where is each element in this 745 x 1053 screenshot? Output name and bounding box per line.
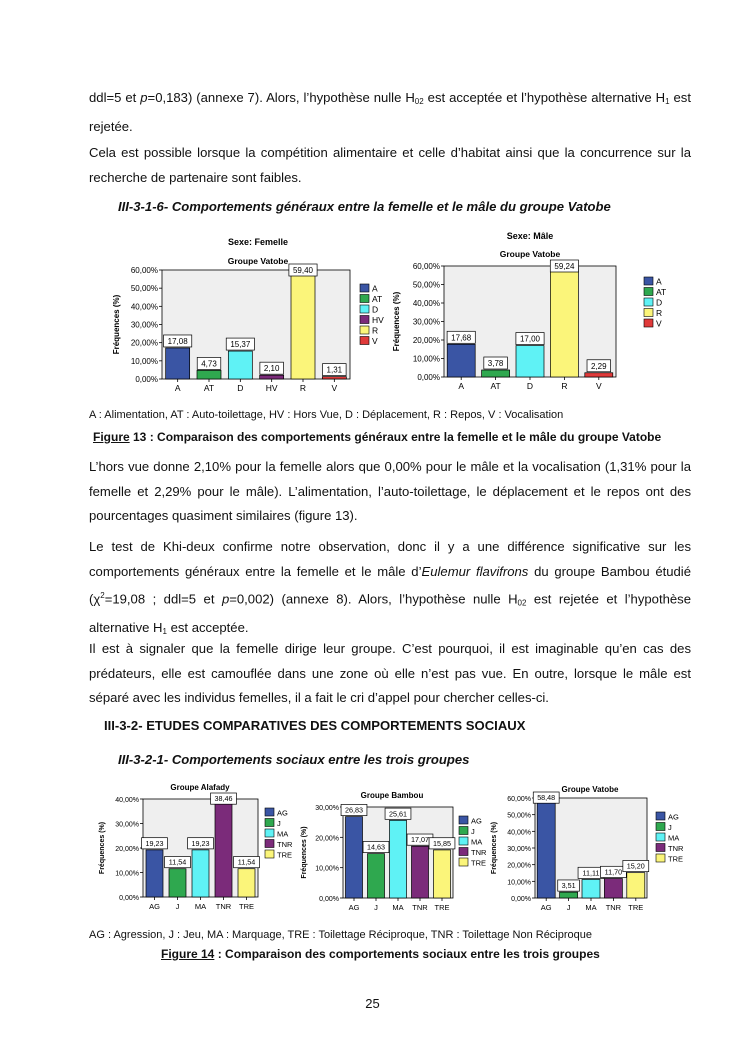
legend-swatch-hv xyxy=(360,316,369,324)
bar-a xyxy=(447,344,475,377)
legend-label: V xyxy=(372,336,378,346)
chart-title: Groupe Bambou xyxy=(360,791,424,800)
figure-14-abbreviations: AG : Agression, J : Jeu, MA : Marquage, TRE : Toilettage Réciproque, TNR : Toilettage Non Réciproque xyxy=(89,929,593,941)
data-label: 3,51 xyxy=(561,881,576,891)
data-label: 17,07 xyxy=(411,835,429,845)
legend-label: R xyxy=(372,325,379,336)
legend-swatch-a xyxy=(644,277,653,285)
legend-label: R xyxy=(656,308,663,318)
legend-label: J xyxy=(471,827,475,836)
y-tick-label: 0,00% xyxy=(417,373,440,382)
legend-swatch-ma xyxy=(265,829,274,837)
x-tick-label: MA xyxy=(585,903,597,912)
x-tick-label: TNR xyxy=(215,902,232,911)
legend-swatch-r xyxy=(360,326,369,334)
legend-swatch-j xyxy=(459,827,468,835)
legend-label: TNR xyxy=(471,848,487,857)
x-tick-label: D xyxy=(237,383,244,393)
legend-label: MA xyxy=(277,829,289,839)
section-heading-3-2-1: III-3-2-1- Comportements sociaux entre les trois groupes xyxy=(118,752,470,767)
y-axis-label: Fréquences (%) xyxy=(99,821,106,875)
data-label: 3,78 xyxy=(487,359,504,369)
legend-label: AG xyxy=(668,812,679,822)
legend-swatch-ma xyxy=(459,837,468,845)
x-tick-label: TRE xyxy=(434,903,450,912)
legend-label: A xyxy=(656,276,662,287)
chart-subtitle: Groupe Vatobe xyxy=(227,256,289,266)
y-tick-label: 0,00% xyxy=(119,895,139,902)
y-tick-label: 40,00% xyxy=(507,829,531,837)
y-tick-label: 50,00% xyxy=(507,812,531,820)
section-heading-3-2: III-3-2- ETUDES COMPARATIVES DES COMPORTEMENTS SOCIAUX xyxy=(104,718,526,733)
y-tick-label: 60,00% xyxy=(412,262,440,271)
bar-v xyxy=(322,377,346,379)
data-label: 59,40 xyxy=(292,266,314,275)
bar-ag xyxy=(146,850,163,897)
x-tick-label: AT xyxy=(203,383,215,393)
y-tick-label: 60,00% xyxy=(130,266,158,275)
x-tick-label: A xyxy=(458,381,465,391)
bar-at xyxy=(482,370,510,377)
legend-swatch-v xyxy=(360,337,369,345)
paragraph-hors-vue: L’hors vue donne 2,10% pour la femelle alors que 0,00% pour le mâle et la vocalisation (1,31% pour la femelle et 2,29% pour le mâle). L’alimentation, l’auto-toilettage, le déplacement et le repos ont des pourcentages quasiment similaires (figure 13). xyxy=(89,459,691,523)
data-label: 1,31 xyxy=(326,365,343,375)
y-tick-label: 30,00% xyxy=(315,805,339,812)
paragraph-competition: Cela est possible lorsque la compétition alimentaire et celle d’habitat ainsi que la concurrence sur la recherche de partenaire sont faibles. xyxy=(89,145,691,185)
y-tick-label: 50,00% xyxy=(130,284,158,294)
x-tick-label: AG xyxy=(348,903,360,912)
y-tick-label: 40,00% xyxy=(130,302,158,312)
y-axis-label: Fréquences (%) xyxy=(392,291,401,352)
x-tick-label: TNR xyxy=(412,903,428,912)
bar-j xyxy=(560,892,578,898)
bar-hv xyxy=(260,375,284,379)
y-tick-label: 30,00% xyxy=(130,320,158,330)
legend-label: J xyxy=(277,819,281,828)
legend-swatch-ag xyxy=(656,812,665,820)
bar-tre xyxy=(627,873,645,898)
legend-label: TNR xyxy=(277,840,293,849)
x-tick-label: AG xyxy=(540,903,552,912)
bar-ag xyxy=(346,817,363,898)
x-tick-label: V xyxy=(595,381,602,391)
bar-tre xyxy=(434,850,451,898)
x-tick-label: A xyxy=(174,383,181,393)
x-tick-label: J xyxy=(566,903,571,912)
legend-swatch-tre xyxy=(459,858,468,866)
bar-ma xyxy=(390,820,407,898)
chart-femelle xyxy=(108,228,398,403)
y-tick-label: 20,00% xyxy=(115,846,139,853)
y-tick-label: 0,00% xyxy=(511,896,531,903)
data-label: 58,48 xyxy=(537,793,556,803)
y-tick-label: 10,00% xyxy=(130,356,158,366)
figure-13-abbreviations: A : Alimentation, AT : Auto-toilettage, HV : Hors Vue, D : Déplacement, R : Repos, V : Vocalisation xyxy=(89,409,564,421)
legend-swatch-tnr xyxy=(265,840,274,848)
figure-13-caption: Figure 13 : Comparaison des comportements généraux entre la femelle et le mâle du groupe Vatobe xyxy=(93,430,662,444)
legend-swatch-v xyxy=(644,319,653,327)
data-label: 2,10 xyxy=(263,364,280,374)
x-tick-label: D xyxy=(526,381,534,391)
data-label: 59,24 xyxy=(554,262,575,271)
y-tick-label: 10,00% xyxy=(412,354,440,364)
bar-tnr xyxy=(412,846,429,898)
bar-d xyxy=(228,351,252,379)
y-tick-label: 0,00% xyxy=(319,896,339,903)
legend-swatch-a xyxy=(360,284,369,292)
bar-ag xyxy=(537,801,555,898)
data-label: 11,54 xyxy=(168,857,187,867)
legend-swatch-d xyxy=(644,298,653,306)
legend-label: TRE xyxy=(277,850,292,860)
legend-swatch-at xyxy=(644,288,653,296)
chart-bambou xyxy=(296,786,492,918)
page-number: 25 xyxy=(365,996,380,1011)
y-tick-label: 30,00% xyxy=(507,846,531,853)
x-tick-label: V xyxy=(331,383,338,393)
data-label: 15,37 xyxy=(230,340,251,350)
bar-r xyxy=(291,271,315,379)
bar-ma xyxy=(192,850,209,897)
legend-label: AT xyxy=(656,287,667,297)
plot-area xyxy=(162,270,350,379)
legend-label: MA xyxy=(471,837,483,847)
legend-swatch-j xyxy=(656,823,665,831)
legend-label: HV xyxy=(372,315,384,325)
legend-label: TRE xyxy=(668,854,683,864)
y-axis-label: Fréquences (%) xyxy=(301,826,308,879)
legend-label: D xyxy=(656,297,663,308)
data-label: 15,20 xyxy=(626,861,645,871)
chart-title: Sexe: Mâle xyxy=(506,231,554,241)
legend-label: MA xyxy=(668,833,680,843)
x-tick-label: TRE xyxy=(239,902,254,911)
legend-swatch-tre xyxy=(265,850,274,858)
chart-vatobe xyxy=(486,782,696,918)
legend-label: TRE xyxy=(471,858,486,868)
x-tick-label: MA xyxy=(392,903,404,912)
bar-r xyxy=(550,267,578,377)
legend-swatch-at xyxy=(360,295,369,303)
paragraph-femelle-dirige: Il est à signaler que la femelle dirige leur groupe. C’est pourquoi, il est imaginable qu’en cas des prédateurs, elle est camouflée dans une zone où elle n’est pas vue. En outre, lorsque le mâle est séparé avec les individus femelles, il a fait le cri d’appel pour chercher celles-ci. xyxy=(89,641,691,705)
bar-at xyxy=(197,370,221,379)
legend-swatch-j xyxy=(265,819,274,827)
data-label: 17,68 xyxy=(451,333,472,343)
y-tick-label: 20,00% xyxy=(412,336,440,345)
x-tick-label: R xyxy=(561,381,568,391)
y-tick-label: 20,00% xyxy=(507,862,531,870)
paragraph-khi-deux: Le test de Khi-deux confirme notre observation, donc il y a une différence significative sur les comportements généraux entre la femelle et le mâle d’Eulemur flavifrons du groupe Bambou étudié ($\chi^2=19,08$ ; ddl=5 et p=0,002) (annexe 8). Alors, l’hypothèse nulle $H_{02}$ est rejetée et l’hypothèse alternative $H_1$ est acceptée. xyxy=(89,539,691,636)
y-tick-label: 0,00% xyxy=(135,375,158,384)
x-tick-label: TRE xyxy=(628,903,644,912)
legend-swatch-ag xyxy=(459,816,468,824)
legend-label: A xyxy=(372,283,378,294)
x-tick-label: HV xyxy=(265,383,278,393)
y-tick-label: 60,00% xyxy=(507,796,531,803)
x-tick-label: J xyxy=(374,903,378,912)
legend-swatch-d xyxy=(360,305,369,313)
y-tick-label: 30,00% xyxy=(412,317,440,327)
chart-title: Groupe Vatobe xyxy=(561,785,619,794)
data-label: 11,54 xyxy=(237,857,256,867)
figure-14-caption: Figure 14 : Comparaison des comportements sociaux entre les trois groupes xyxy=(161,947,600,961)
paragraph-hypothesis-accepted: ddl=5 et p=0,183) (annexe 7). Alors, l’hypothèse nulle $H_{02}$ est acceptée et l’hypothèse alternative $H_1$ est rejetée. xyxy=(89,90,691,134)
legend-swatch-ma xyxy=(656,833,665,841)
y-tick-label: 20,00% xyxy=(130,338,158,348)
y-tick-label: 10,00% xyxy=(115,870,139,878)
data-label: 26,83 xyxy=(345,805,363,815)
data-label: 17,08 xyxy=(167,336,188,346)
data-label: 11,70 xyxy=(604,867,623,877)
bar-tnr xyxy=(215,803,232,897)
section-heading-3-1-6: III-3-1-6- Comportements généraux entre la femelle et le mâle du groupe Vatobe xyxy=(118,199,611,214)
y-axis-label: Fréquences (%) xyxy=(491,821,498,875)
x-tick-label: AT xyxy=(490,381,501,391)
x-tick-label: R xyxy=(299,383,307,393)
bar-j xyxy=(169,869,186,897)
bar-tnr xyxy=(604,879,622,899)
y-tick-label: 10,00% xyxy=(315,865,339,873)
legend-label: AG xyxy=(277,808,288,818)
y-tick-label: 30,00% xyxy=(115,821,139,829)
legend-label: D xyxy=(372,304,379,315)
data-label: 19,23 xyxy=(191,838,210,848)
legend-swatch-tnr xyxy=(459,848,468,856)
data-label: 15,85 xyxy=(433,838,451,848)
data-label: 25,61 xyxy=(389,809,407,819)
legend-label: AG xyxy=(471,816,482,826)
legend-swatch-r xyxy=(644,309,653,317)
x-tick-label: TNR xyxy=(605,903,622,912)
data-label: 14,63 xyxy=(367,842,385,852)
legend-label: V xyxy=(656,318,662,329)
y-tick-label: 10,00% xyxy=(507,879,531,887)
data-label: 19,23 xyxy=(145,838,164,848)
data-label: 38,46 xyxy=(214,794,233,804)
chart-alafady xyxy=(94,778,304,918)
y-tick-label: 20,00% xyxy=(315,835,339,843)
y-axis-label: Fréquences (%) xyxy=(112,294,121,355)
bar-d xyxy=(516,346,544,377)
y-tick-label: 40,00% xyxy=(115,797,139,804)
y-tick-label: 40,00% xyxy=(412,299,440,308)
legend-swatch-tre xyxy=(656,854,665,862)
chart-male xyxy=(388,222,688,403)
data-label: 2,29 xyxy=(591,361,607,371)
data-label: 11,11 xyxy=(582,868,600,878)
bar-v xyxy=(585,373,613,377)
legend-swatch-ag xyxy=(265,808,274,816)
legend-label: J xyxy=(668,823,672,832)
legend-label: TNR xyxy=(668,844,684,853)
chart-title: Groupe Alafady xyxy=(170,783,230,792)
bar-ma xyxy=(582,879,600,898)
data-label: 17,00 xyxy=(519,334,541,344)
x-tick-label: J xyxy=(175,902,180,911)
data-label: 4,73 xyxy=(201,359,217,369)
x-tick-label: AG xyxy=(149,902,160,911)
legend-label: AT xyxy=(372,294,383,304)
bar-j xyxy=(368,854,385,898)
x-tick-label: MA xyxy=(194,902,207,911)
bar-a xyxy=(166,348,190,379)
y-tick-label: 50,00% xyxy=(412,280,440,290)
chart-subtitle: Groupe Vatobe xyxy=(499,249,561,259)
legend-swatch-tnr xyxy=(656,844,665,852)
bar-tre xyxy=(238,869,255,897)
chart-title: Sexe: Femelle xyxy=(227,237,289,247)
